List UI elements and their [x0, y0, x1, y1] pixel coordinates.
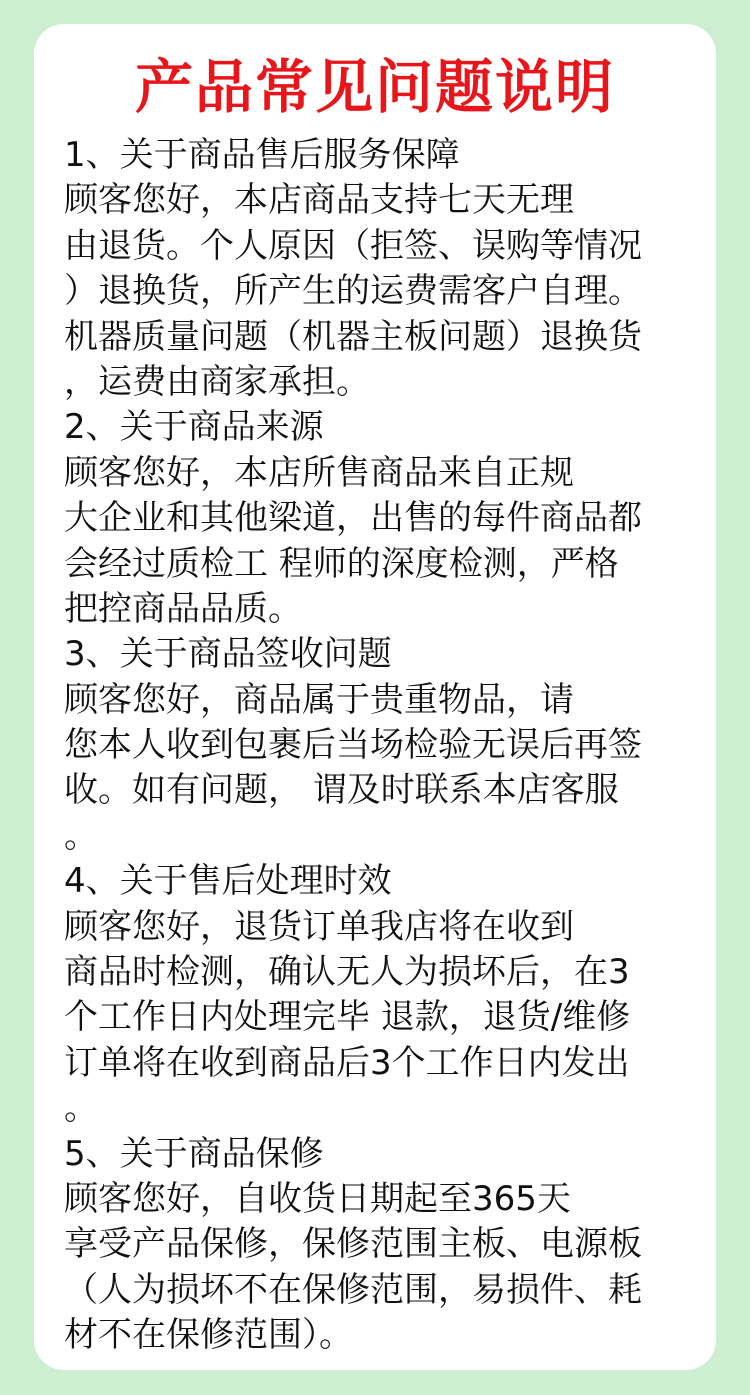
section-4-line-3: 个工作日内处理完毕 退款，退货/维修 — [64, 997, 631, 1038]
faq-content — [64, 133, 699, 1359]
section-1-line-5: ，运费由商家承担。 — [64, 361, 370, 402]
section-4-line-2: 商品时检测，确认无人为损坏后，在3 — [64, 952, 630, 993]
page-title: 产品常见问题说明 — [134, 53, 615, 121]
section-2-line-3: 会经过质检工 程师的深度检测，严格 — [64, 543, 619, 584]
section-1-line-2: 由退货。个人原因（拒签、误购等情况 — [64, 225, 642, 266]
section-3-line-4: 。 — [64, 815, 98, 856]
section-3-line-3: 收。如有问题， 谓及时联系本店客服 — [64, 770, 619, 811]
section-5-line-2: 享受产品保修，保修范围主板、电源板 — [64, 1224, 642, 1265]
section-2-line-4: 把控商品品质。 — [64, 588, 302, 629]
section-5-line-1: 顾客您好，自收货日期起至365天 — [64, 1178, 571, 1219]
section-1-line-1: 顾客您好，本店商品支持七天无理 — [64, 180, 574, 221]
section-heading-5: 5、关于商品保修 — [64, 1133, 324, 1174]
section-4-line-1: 顾客您好，退货订单我店将在收到 — [64, 906, 574, 947]
section-heading-4: 4、关于售后处理时效 — [64, 861, 392, 902]
section-1-line-4: 机器质量问题（机器主板问题）退换货 — [64, 316, 642, 357]
section-3-line-1: 顾客您好，商品属于贵重物品，请 — [64, 679, 574, 720]
section-heading-1: 1、关于商品售后服务保障 — [64, 135, 460, 175]
section-heading-3: 3、关于商品签收问题 — [64, 634, 392, 675]
section-5-line-3: （人为损坏不在保修范围，易损件、耗 — [64, 1269, 642, 1310]
section-5-line-4: 材不在保修范围）。 — [64, 1315, 353, 1356]
section-2-line-1: 顾客您好，本店所售商品来自正规 — [64, 452, 574, 493]
section-4-line-5: 。 — [64, 1088, 98, 1129]
section-3-line-2: 您本人收到包裹后当场检验无误后再签 — [64, 725, 642, 766]
section-1-line-3: ）退换货，所产生的运费需客户自理。 — [64, 271, 642, 312]
section-4-line-4: 订单将在收到商品后3个工作日内发出 — [64, 1042, 630, 1083]
section-2-line-2: 大企业和其他梁道，出售的每件商品都 — [64, 498, 642, 539]
section-heading-2: 2、关于商品来源 — [64, 407, 324, 448]
